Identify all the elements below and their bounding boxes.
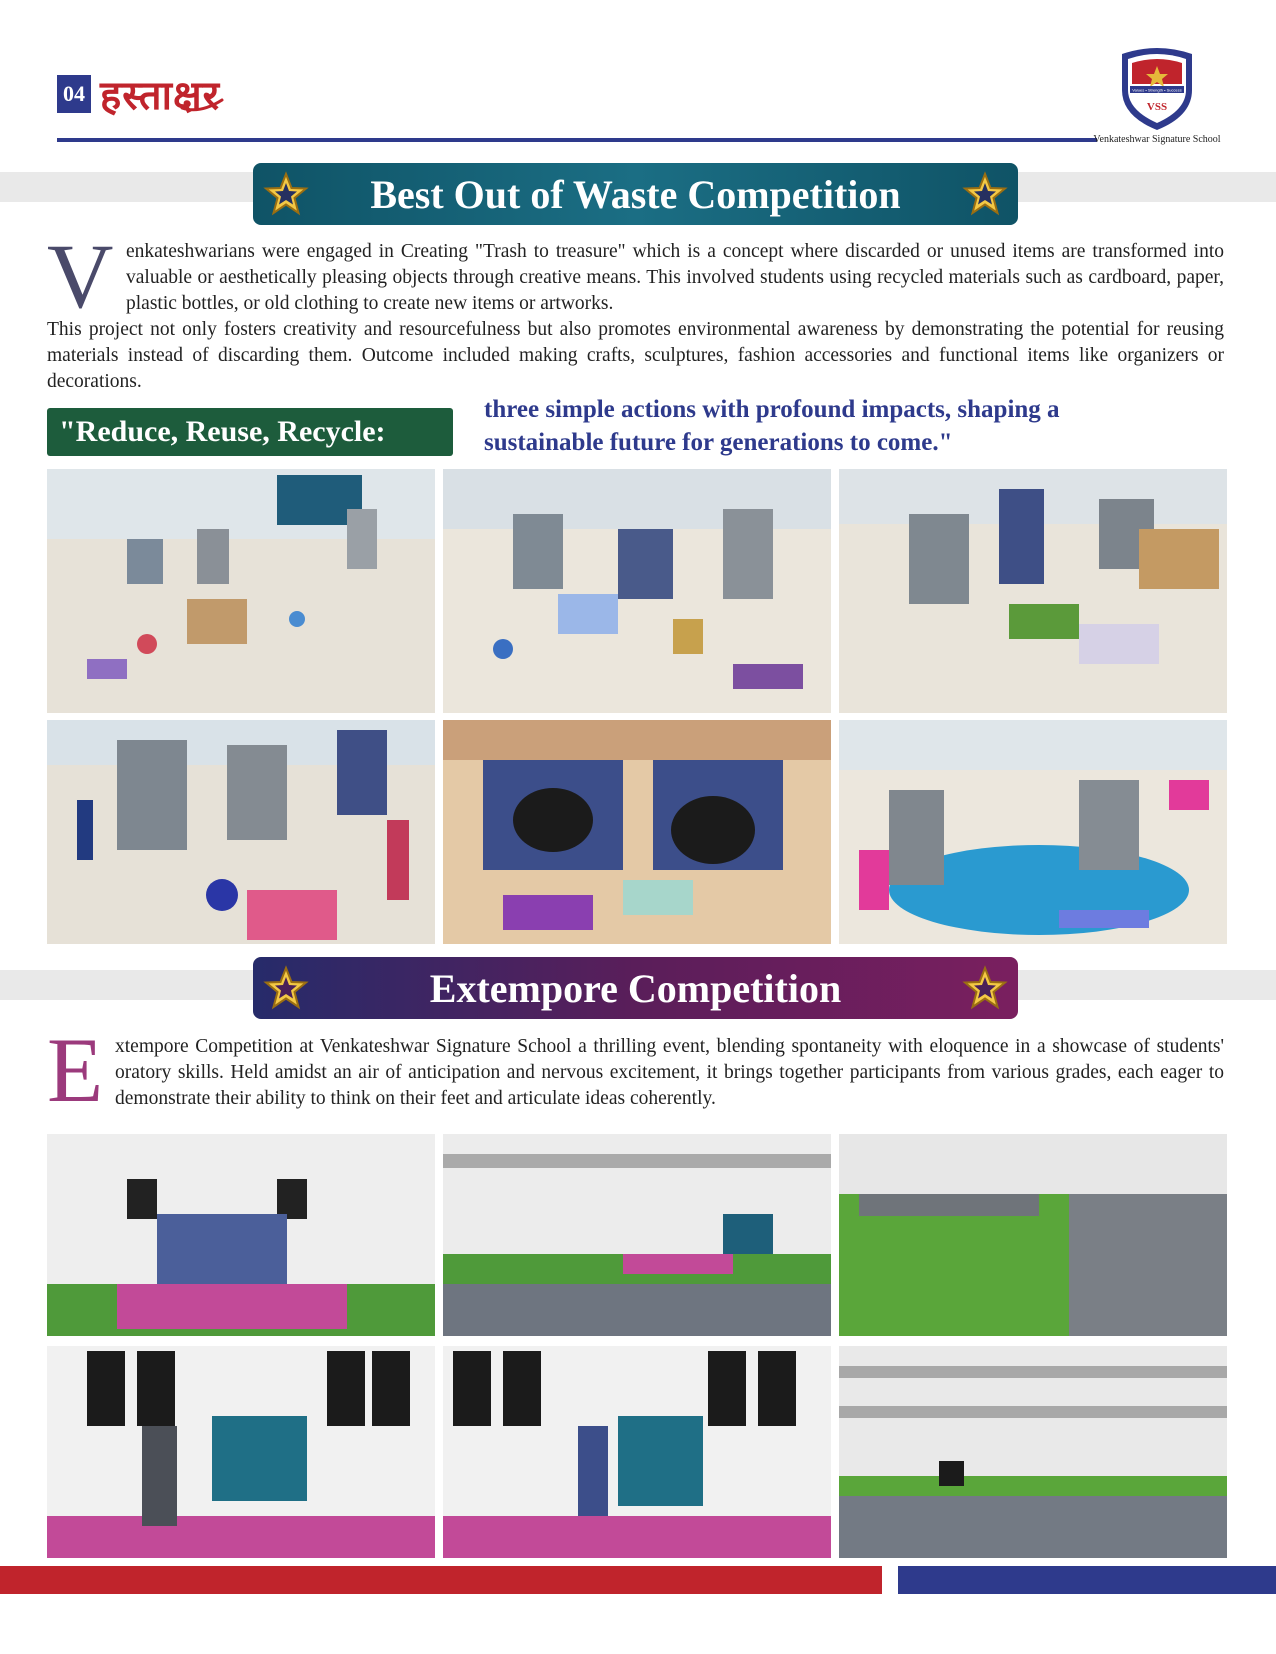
slogan-label: "Reduce, Reuse, Recycle: [47,408,453,456]
title-swoosh-decoration [180,98,225,112]
photo-crafting-1 [47,469,435,713]
slogan-quote: three simple actions with profound impacts, shaping a sustainable future for generations to come." [484,396,1060,456]
photo-crafting-2 [443,469,831,713]
star-icon [962,171,1008,217]
best-out-of-waste-body: This project not only fosters creativity and resourcefulness but also promotes environmental awareness by demonstrating the potential for reusing materials instead of discarding them. Outcome included making crafts, sculptures, fashion accessories and functional items like organizers or decorations. [47,319,1224,392]
section-title-text: Best Out of Waste Competition [370,171,901,217]
photo-crafting-4 [47,720,435,944]
star-icon [263,171,309,217]
section-title-extempore [253,957,1018,1019]
school-name-caption: Venkateshwar Signature School [1093,134,1221,145]
star-icon [263,965,309,1011]
photo-crafting-5 [443,720,831,944]
logo-motto: Values • Strength • Success [1132,87,1182,93]
photo-crafting-3 [839,469,1227,713]
photo-extempore-6 [839,1346,1227,1558]
school-logo [1112,44,1202,134]
best-out-of-waste-intro: enkateshwarians were engaged in Creating "Trash to treasure" which is a concept where discarded or unused items are transformed into valuable or aesthetically pleasing objects through creative means. This involved students using recycled materials such as cardboard, paper, plastic bottles, or old clothing to create new items or artworks. [126,241,1224,314]
photo-extempore-5 [443,1346,831,1558]
footer-bar-red [0,1566,882,1594]
magazine-title: हस्ताक्षर [100,72,220,119]
photo-extempore-4 [47,1346,435,1558]
extempore-intro: xtempore Competition at Venkateshwar Signature School a thrilling event, blending spontaneity with eloquence in a showcase of students' oratory skills. Held amidst an air of anticipation and nervous excitement, it brings together participants from various grades, each eager to demonstrate their ability to think on their feet and articulate ideas coherently. [115,1036,1224,1109]
star-icon [962,965,1008,1011]
photo-crafting-6 [839,720,1227,944]
page-number: 04 [57,75,91,113]
section-title-text: Extempore Competition [429,965,842,1011]
header-rule [57,138,1097,142]
drop-cap-e: E [47,1019,104,1121]
footer-bar-blue [898,1566,1276,1594]
drop-cap-v: V [47,225,114,327]
section-title-best-out-of-waste [253,163,1018,225]
photo-extempore-2 [443,1134,831,1336]
photo-extempore-1 [47,1134,435,1336]
photo-extempore-3 [839,1134,1227,1336]
logo-initials: VSS [1146,101,1168,113]
